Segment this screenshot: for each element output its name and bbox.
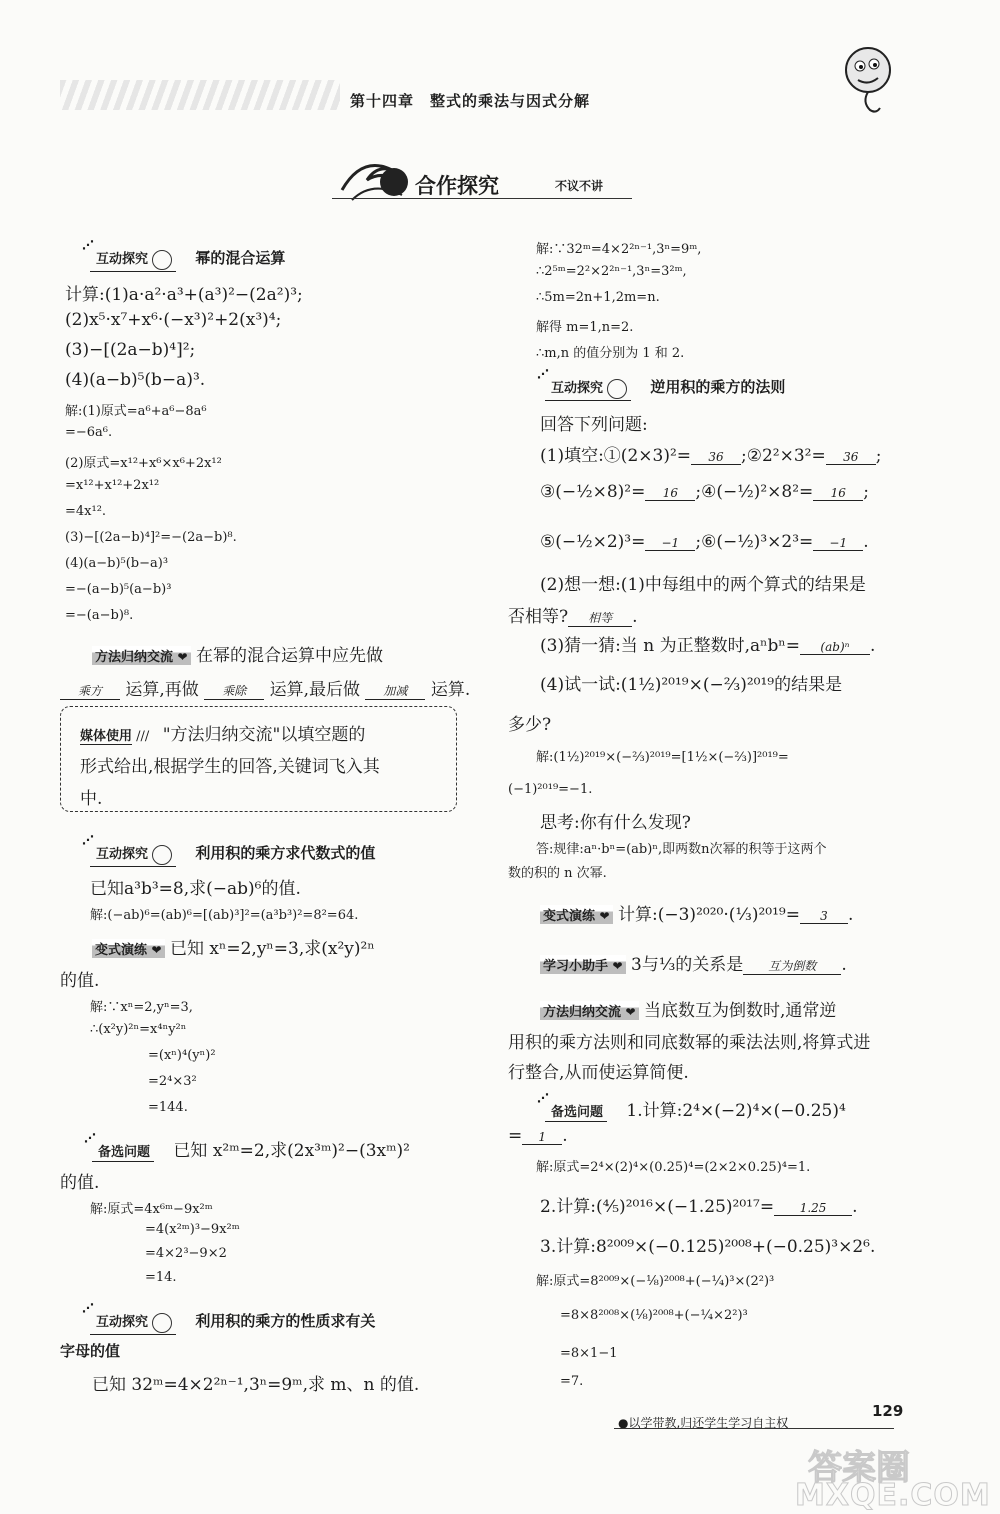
solution-line: =7. — [560, 1374, 584, 1389]
solution-line: ∴(x²y)²ⁿ=x⁴ⁿy²ⁿ — [90, 1022, 187, 1037]
variant-2: 变式演练 ❤ 计算:(−3)²⁰²⁰·(⅓)²⁰¹⁹= 3 . — [540, 900, 853, 925]
problem-line: 已知a³b³=8,求(−ab)⁶的值. — [90, 879, 301, 899]
alt-problem-1: ⋰ 备选问题 已知 x²ᵐ=2,求(2x³ᵐ)²−(3xᵐ)² — [92, 1136, 410, 1162]
solution-line: 解:∵32ᵐ=4×2²ⁿ⁻¹,3ⁿ=9ᵐ, — [536, 242, 702, 257]
answer-blank: −1 — [645, 536, 695, 551]
section-3-header — [90, 1310, 375, 1335]
solution-line: 解:∵xⁿ=2,yⁿ=3, — [90, 1000, 193, 1015]
variant-tag: 变式演练 ❤ — [92, 939, 165, 958]
q1-row-3: ⑤(−½×2)³= −1 ;⑥(−½)³×2³= −1 . — [540, 532, 869, 552]
answer-blank: 1 — [522, 1130, 562, 1145]
answer-blank: 36 — [691, 450, 741, 465]
circle-icon — [152, 845, 172, 865]
solution-line: =144. — [148, 1100, 188, 1115]
interactive-tag: ⋰ 互动探究 — [90, 843, 176, 867]
problem-line: 的值. — [60, 971, 100, 991]
q4-line-2: 多少? — [508, 715, 552, 735]
solution-line: (2)原式=x¹²+x⁶×x⁶+2x¹² — [65, 456, 222, 471]
solution-line: =2⁴×3² — [148, 1074, 197, 1089]
solution-line: 解:原式=8²⁰⁰⁹×(−⅛)²⁰⁰⁸+(−¼)³×(2²)³ — [536, 1274, 775, 1289]
alt3-line: 3.计算:8²⁰⁰⁹×(−0.125)²⁰⁰⁸+(−0.25)³×2⁶. — [540, 1237, 876, 1257]
alt-problems-tag: ⋰ 备选问题 — [545, 1101, 607, 1122]
answer-blank: 乘方 — [60, 682, 120, 700]
solution-line: 解:(−ab)⁶=(ab)⁶=[(ab)³]²=(a³b³)²=8²=64. — [90, 908, 359, 923]
alt-problem-2: ⋰ 备选问题 1.计算:2⁴×(−2)⁴×(−0.25)⁴ — [545, 1096, 846, 1122]
media-tag: 媒体使用 — [80, 725, 132, 745]
variant-1: 变式演练 ❤ 已知 xⁿ=2,yⁿ=3,求(x²y)²ⁿ — [92, 934, 375, 959]
solution-line: =4×2³−9×2 — [145, 1246, 227, 1261]
section-3-title: 利用积的乘方的性质求有关 — [195, 1312, 376, 1330]
footer-divider — [614, 1428, 894, 1429]
solution-line: =−(a−b)⁸. — [65, 608, 134, 623]
solution-line: =8×8²⁰⁰⁸×(⅛)²⁰⁰⁸+(−¼×2²)³ — [560, 1308, 748, 1323]
solution-line: ∴m,n 的值分别为 1 和 2. — [536, 346, 685, 361]
solution-line: =8×1−1 — [560, 1346, 618, 1361]
answer-blank: 相等 — [568, 609, 632, 627]
q3-line: (3)猜一猜:当 n 为正整数时,aⁿbⁿ= (ab)ⁿ . — [540, 636, 876, 656]
alt1-answer: = 1 . — [508, 1126, 568, 1146]
solution-line: =x¹²+x¹²+2x¹² — [65, 478, 160, 493]
method-2-line-2: 用积的乘方法则和同底数幂的乘法法则,将算式进 — [508, 1033, 871, 1053]
solution-line: 解:(1½)²⁰¹⁹×(−⅔)²⁰¹⁹=[1½×(−⅔)]²⁰¹⁹= — [536, 750, 789, 765]
solution-line: (3)−[(2a−b)⁴]²=−(2a−b)⁸. — [65, 530, 237, 545]
q2-line: (2)想一想:(1)中每组中的两个算式的结果是 — [540, 575, 866, 595]
solution-line: 解:原式=4x⁶ᵐ−9x²ᵐ — [90, 1202, 213, 1217]
method-tag: 方法归纳交流 ❤ — [92, 646, 191, 665]
banner-title: 合作探究 — [415, 174, 499, 198]
section-2-title: 利用积的乘方求代数式的值 — [195, 844, 376, 862]
interactive-tag: ⋰ 互动探究 — [90, 1311, 176, 1335]
variant-tag: 变式演练 ❤ — [540, 905, 613, 924]
heart-icon: ❤ — [599, 909, 610, 923]
answer-blank: 互为倒数 — [743, 957, 841, 975]
solution-line: =−6a⁶. — [65, 425, 113, 440]
helper-tag: 学习小助手 ❤ — [540, 955, 626, 974]
q2-line-2: 否相等? 相等 . — [508, 607, 638, 627]
method-1-fill: 乘方 运算,再做 乘除 运算,最后做 加减 运算. — [60, 675, 470, 700]
solution-line: (−1)²⁰¹⁹=−1. — [508, 782, 593, 797]
answer-blank: 乘除 — [204, 682, 264, 700]
interactive-tag: ⋰ 互动探究 — [90, 248, 176, 272]
answer-blank: (ab)ⁿ — [800, 640, 870, 655]
think-line: 思考:你有什么发现? — [540, 813, 691, 833]
heart-icon: ❤ — [177, 650, 188, 664]
chapter-title: 第十四章 整式的乘法与因式分解 — [350, 92, 591, 110]
answer-line: 答:规律:aⁿ·bⁿ=(ab)ⁿ,即两数n次幂的积等于这两个 — [536, 842, 827, 857]
alt-problems-tag: ⋰ 备选问题 — [92, 1141, 154, 1162]
circle-icon — [607, 379, 627, 399]
interactive-tag: ⋰ 互动探究 — [545, 377, 631, 401]
method-2-line-3: 行整合,从而使运算简便. — [508, 1063, 689, 1083]
solution-line: =4x¹². — [65, 504, 107, 519]
problem-line: 已知 32ᵐ=4×2²ⁿ⁻¹,3ⁿ=9ᵐ,求 m、n 的值. — [92, 1375, 420, 1395]
heart-icon: ❤ — [612, 959, 623, 973]
answer-blank: 36 — [826, 450, 876, 465]
banner-divider — [332, 198, 632, 199]
answer-blank: 1.25 — [774, 1201, 852, 1216]
answer-blank: 3 — [800, 909, 848, 924]
helper-line: 学习小助手 ❤ 3与⅓的关系是 互为倒数 . — [540, 950, 847, 975]
heart-icon: ❤ — [625, 1005, 636, 1019]
media-line-3: 中. — [80, 789, 103, 809]
problem-line: (4)(a−b)⁵(b−a)³. — [65, 370, 206, 390]
solution-line: ∴2⁵ᵐ=2²×2²ⁿ⁻¹,3ⁿ=3²ᵐ, — [536, 264, 687, 279]
problem-line: (3)−[(2a−b)⁴]²; — [65, 340, 196, 360]
solution-line: =4(x²ᵐ)³−9x²ᵐ — [145, 1222, 240, 1237]
section-3-title-cont: 字母的值 — [60, 1342, 121, 1360]
section-1-title: 幂的混合运算 — [195, 249, 286, 267]
footer-slogan: ●以学带教,归还学生学习自主权 — [618, 1416, 789, 1430]
method-tag: 方法归纳交流 ❤ — [540, 1001, 639, 1020]
q1-row-1: (1)填空:①(2×3)²= 36 ;②2²×3²= 36 ; — [540, 446, 882, 466]
q4-line: (4)试一试:(1½)²⁰¹⁹×(−⅔)²⁰¹⁹的结果是 — [540, 675, 843, 695]
media-line-2: 形式给出,根据学生的回答,关键词飞入其 — [80, 757, 380, 777]
answer-blank: −1 — [813, 536, 863, 551]
solution-line: ∴5m=2n+1,2m=n. — [536, 290, 660, 305]
page-number: 129 — [872, 1402, 904, 1420]
answer-blank: 加减 — [365, 682, 425, 700]
answer-blank: 16 — [813, 486, 863, 501]
alt2-line: 2.计算:(⅘)²⁰¹⁶×(−1.25)²⁰¹⁷= 1.25 . — [540, 1197, 858, 1217]
solution-line: =−(a−b)⁵(a−b)³ — [65, 582, 172, 597]
heart-icon: ❤ — [151, 943, 162, 957]
intro-line: 回答下列问题: — [540, 415, 648, 435]
solution-line: 解:原式=2⁴×(2)⁴×(0.25)⁴=(2×2×0.25)⁴=1. — [536, 1160, 811, 1175]
section-4-title: 逆用积的乘方的法则 — [650, 378, 786, 396]
solution-line: =14. — [145, 1270, 177, 1285]
method-1: 方法归纳交流 ❤ 在幂的混合运算中应先做 — [92, 641, 383, 666]
media-line-1: 媒体使用 /// "方法归纳交流"以填空题的 — [80, 725, 366, 745]
circle-icon — [152, 1313, 172, 1333]
problem-line: 的值. — [60, 1173, 100, 1193]
problem-line: (2)x⁵·x⁷+x⁶·(−x³)²+2(x³)⁴; — [65, 310, 282, 330]
banner-subtitle: 不议不讲 — [555, 179, 604, 193]
solution-line: 解得 m=1,n=2. — [536, 320, 634, 335]
watermark-url: MXQE.COM — [795, 1478, 991, 1513]
solution-line: =(xⁿ)⁴(yⁿ)² — [148, 1048, 216, 1063]
solution-line: 解:(1)原式=a⁶+a⁶−8a⁶ — [65, 404, 207, 419]
watermark-logo: 答案圈 — [808, 1448, 910, 1488]
q1-row-2: ③(−½×8)²= 16 ;④(−½)²×8²= 16 ; — [540, 482, 869, 502]
section-4-header — [545, 376, 785, 401]
solution-line: (4)(a−b)⁵(b−a)³ — [65, 556, 169, 571]
circle-icon — [152, 250, 172, 270]
mascot-icon — [838, 40, 898, 120]
answer-line: 数的积的 n 次幂. — [508, 866, 607, 881]
section-1-header — [90, 247, 285, 272]
answer-blank: 16 — [645, 486, 695, 501]
method-2: 方法归纳交流 ❤ 当底数互为倒数时,通常逆 — [540, 996, 836, 1021]
problem-line: 计算:(1)a·a²·a³+(a³)²−(2a²)³; — [65, 285, 303, 305]
section-2-header — [90, 842, 375, 867]
header-decoration — [60, 80, 340, 110]
